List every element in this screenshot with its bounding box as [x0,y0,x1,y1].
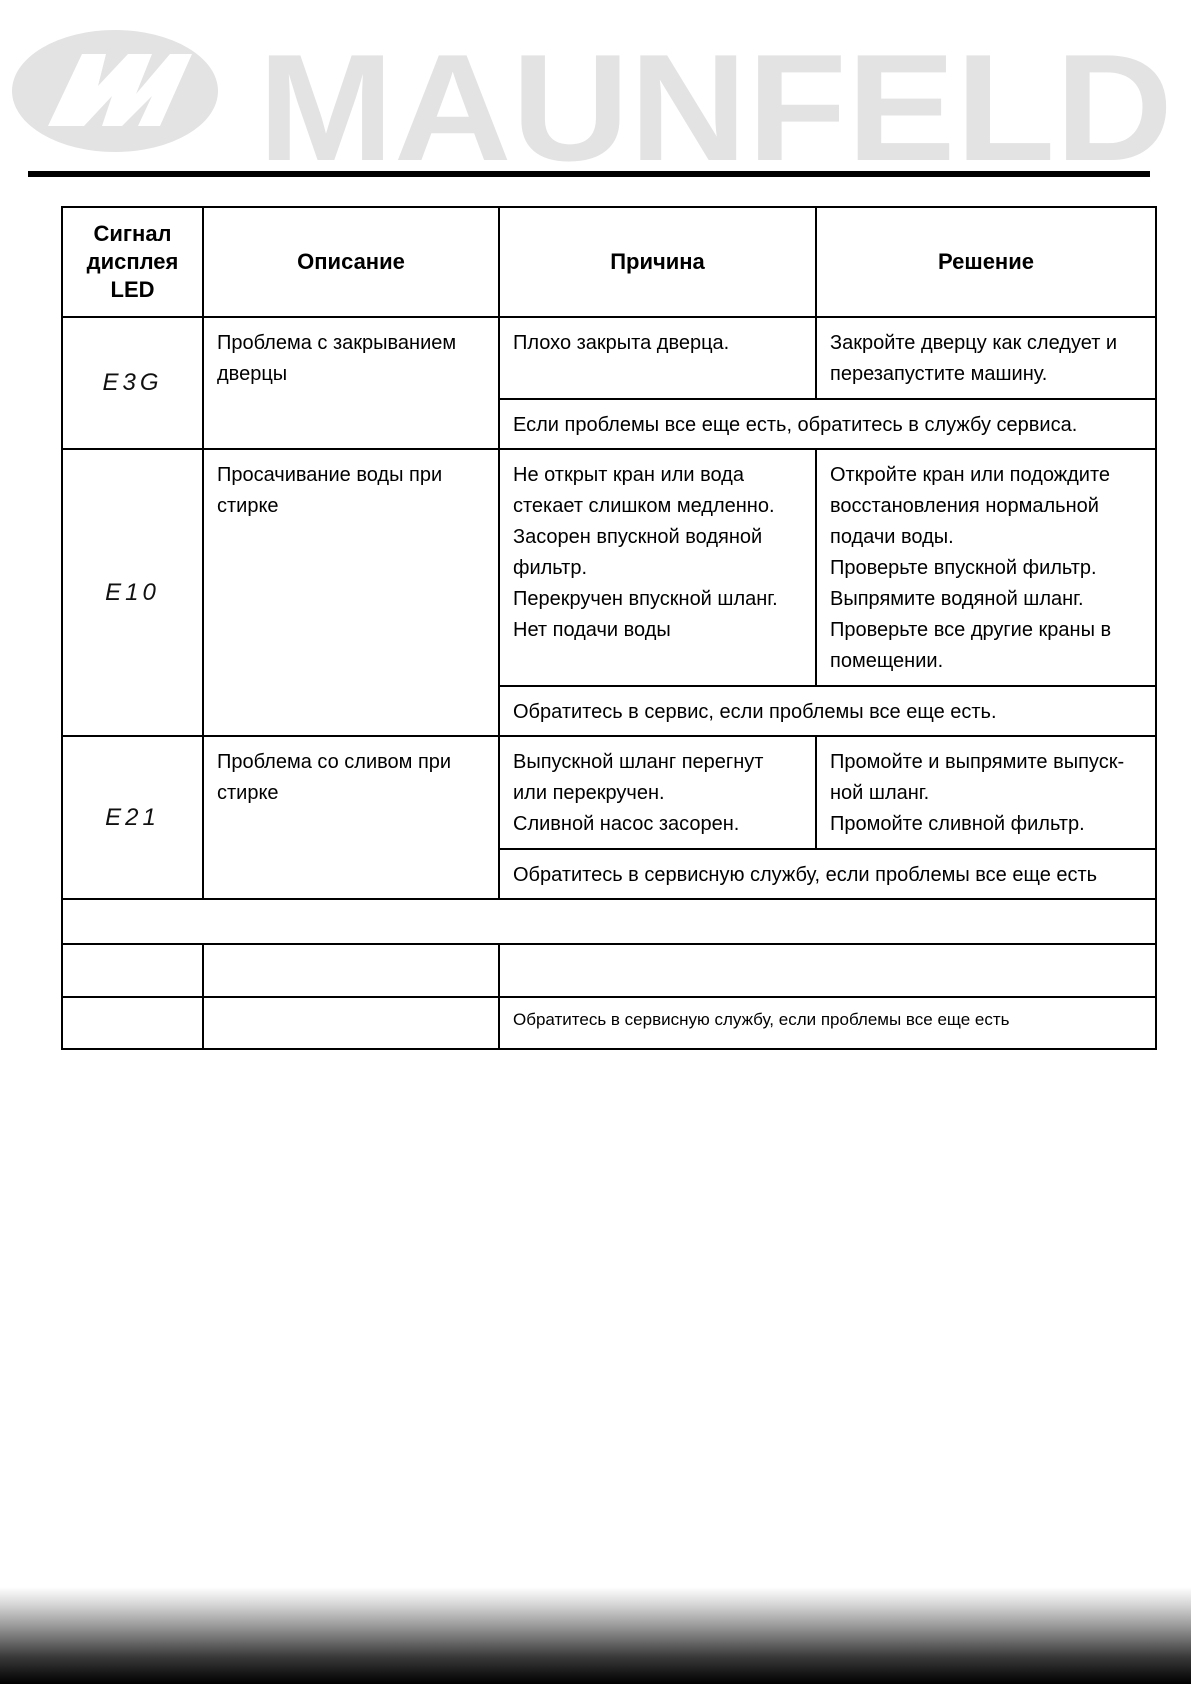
table-row [62,317,1156,399]
header-divider [28,171,1150,177]
service-note: Если проблемы все еще есть, обратитесь в службу сервиса. [513,414,1078,436]
solution-text: Закройте дверцу как следует и перезапустите машину. [830,332,1118,385]
error-codes-table [61,206,1157,1050]
error-description: Просачивание воды при стирке [217,464,443,517]
blank-row [62,899,1156,944]
note-cell [499,399,1156,449]
solution-text: Откройте кран или подождите восстановления нормальной подачи воды. Проверьте впускной фильтр. Выпрямите водяной шланг. Проверьте все другие краны в помещении. [830,464,1112,672]
error-code: E21 [62,736,203,899]
note-cell [499,686,1156,736]
empty-cell [62,997,203,1049]
footer-gradient-band [0,1587,1191,1684]
error-description: Проблема с закрыванием дверцы [217,332,457,385]
table-row [62,736,1156,849]
empty-row [62,944,1156,997]
note-cell [499,997,1156,1049]
empty-cell [203,997,499,1049]
brand-logo [0,14,1191,164]
solution-cell [816,736,1156,849]
error-description: Проблема со сливом при стирке [217,751,452,804]
brand-name: MAUNFELD [258,23,1173,164]
blank-cell [62,899,1156,944]
cause-text: Плохо закрыта дверца. [513,332,730,354]
header-cause: Причина [499,207,816,317]
cause-text: Выпускной шланг перегнут или перекручен. Сливной насос засорен. [513,751,764,835]
service-note: Обратитесь в сервисную службу, если проблемы все еще есть [513,864,1098,886]
error-code: E10 [62,449,203,736]
header-signal: Сигнал дисплея LED [62,207,203,317]
empty-cell [62,944,203,997]
service-note: Обратитесь в сервисную службу, если проблемы все еще есть [513,1010,1010,1029]
cause-cell [499,736,816,849]
cause-cell [499,449,816,686]
table-header-row [62,207,1156,317]
empty-cell [499,944,1156,997]
header-solution: Решение [816,207,1156,317]
error-description-cell [203,736,499,899]
cause-text: Не открыт кран или вода стекает слишком медленно. Засорен впускной водяной фильтр. Перекручен впускной шланг. Нет подачи воды [513,464,778,641]
solution-cell [816,317,1156,399]
empty-cell [203,944,499,997]
error-code: E3G [62,317,203,449]
header-description: Описание [203,207,499,317]
solution-cell [816,449,1156,686]
cause-cell [499,317,816,399]
solution-text: Промойте и выпрямите выпуск- ной шланг. Промойте сливной фильтр. [830,751,1125,835]
error-description-cell [203,317,499,449]
table-row [62,997,1156,1049]
maunfeld-logo-icon [0,14,1191,164]
error-description-cell [203,449,499,736]
note-cell [499,849,1156,899]
table-row [62,449,1156,686]
service-note: Обратитесь в сервис, если проблемы все еще есть. [513,701,997,723]
